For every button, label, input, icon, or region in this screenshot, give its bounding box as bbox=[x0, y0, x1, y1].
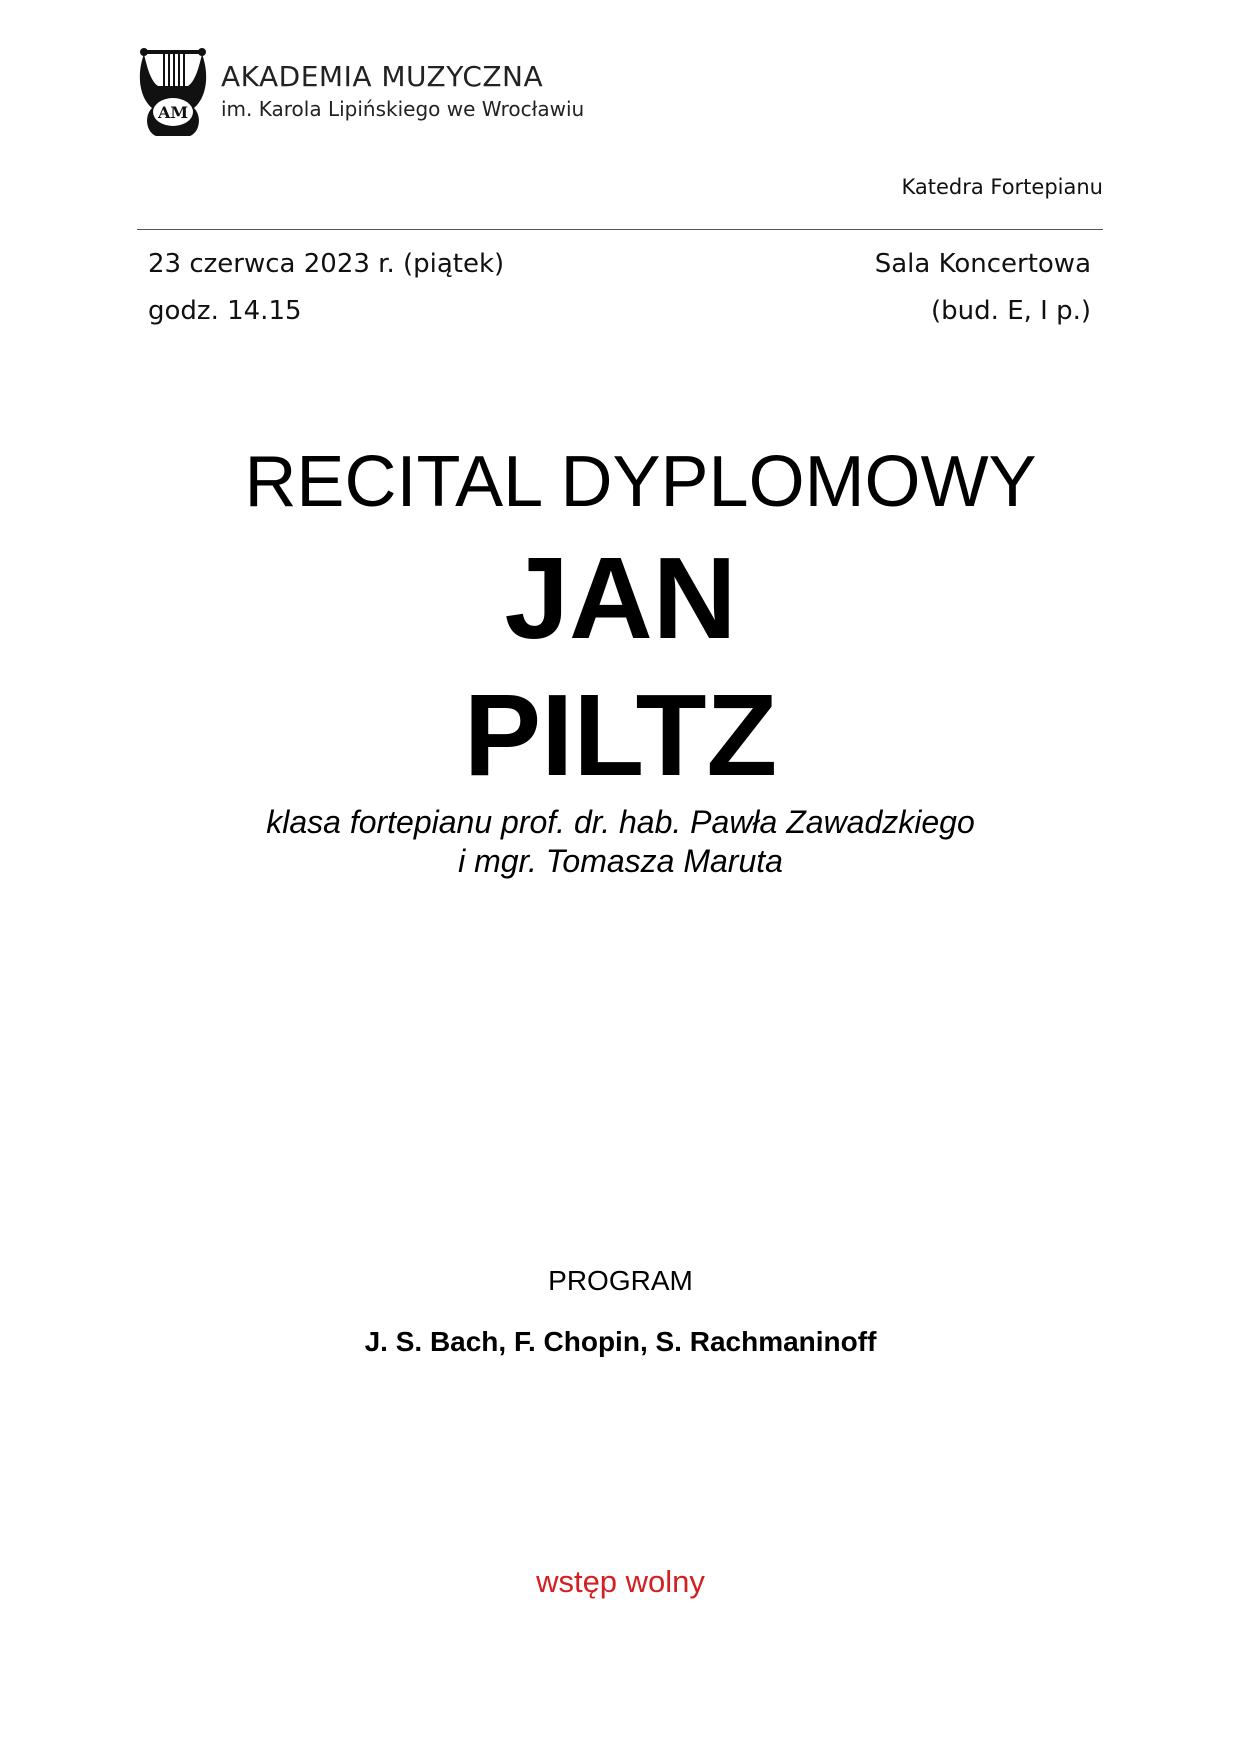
free-entry-note: wstęp wolny bbox=[536, 1564, 705, 1599]
institution-name: AKADEMIA MUZYCZNA bbox=[221, 60, 544, 93]
performer-last-name: PILTZ bbox=[463, 670, 778, 800]
event-hall: Sala Koncertowa bbox=[874, 249, 1091, 279]
institution-block bbox=[221, 60, 584, 122]
event-building: (bud. E, I p.) bbox=[931, 296, 1091, 326]
class-info-line-1: klasa fortepianu prof. dr. hab. Pawła Zawadzkiego bbox=[266, 804, 975, 840]
program-heading: PROGRAM bbox=[548, 1265, 693, 1296]
header-divider bbox=[137, 229, 1103, 230]
department-label: Katedra Fortepianu bbox=[901, 175, 1103, 199]
institution-subtitle: im. Karola Lipińskiego we Wrocławiu bbox=[221, 97, 585, 121]
event-time: godz. 14.15 bbox=[148, 296, 302, 326]
recital-title: RECITAL DYPLOMOWY bbox=[244, 442, 1037, 522]
program-composers: J. S. Bach, F. Chopin, S. Rachmaninoff bbox=[364, 1326, 877, 1357]
performer-first-name: JAN bbox=[504, 533, 737, 663]
event-date: 23 czerwca 2023 r. (piątek) bbox=[148, 249, 505, 279]
lyre-logo-icon bbox=[138, 46, 208, 138]
class-info-line-2: i mgr. Tomasza Maruta bbox=[458, 843, 783, 879]
svg-text:AM: AM bbox=[157, 103, 189, 122]
